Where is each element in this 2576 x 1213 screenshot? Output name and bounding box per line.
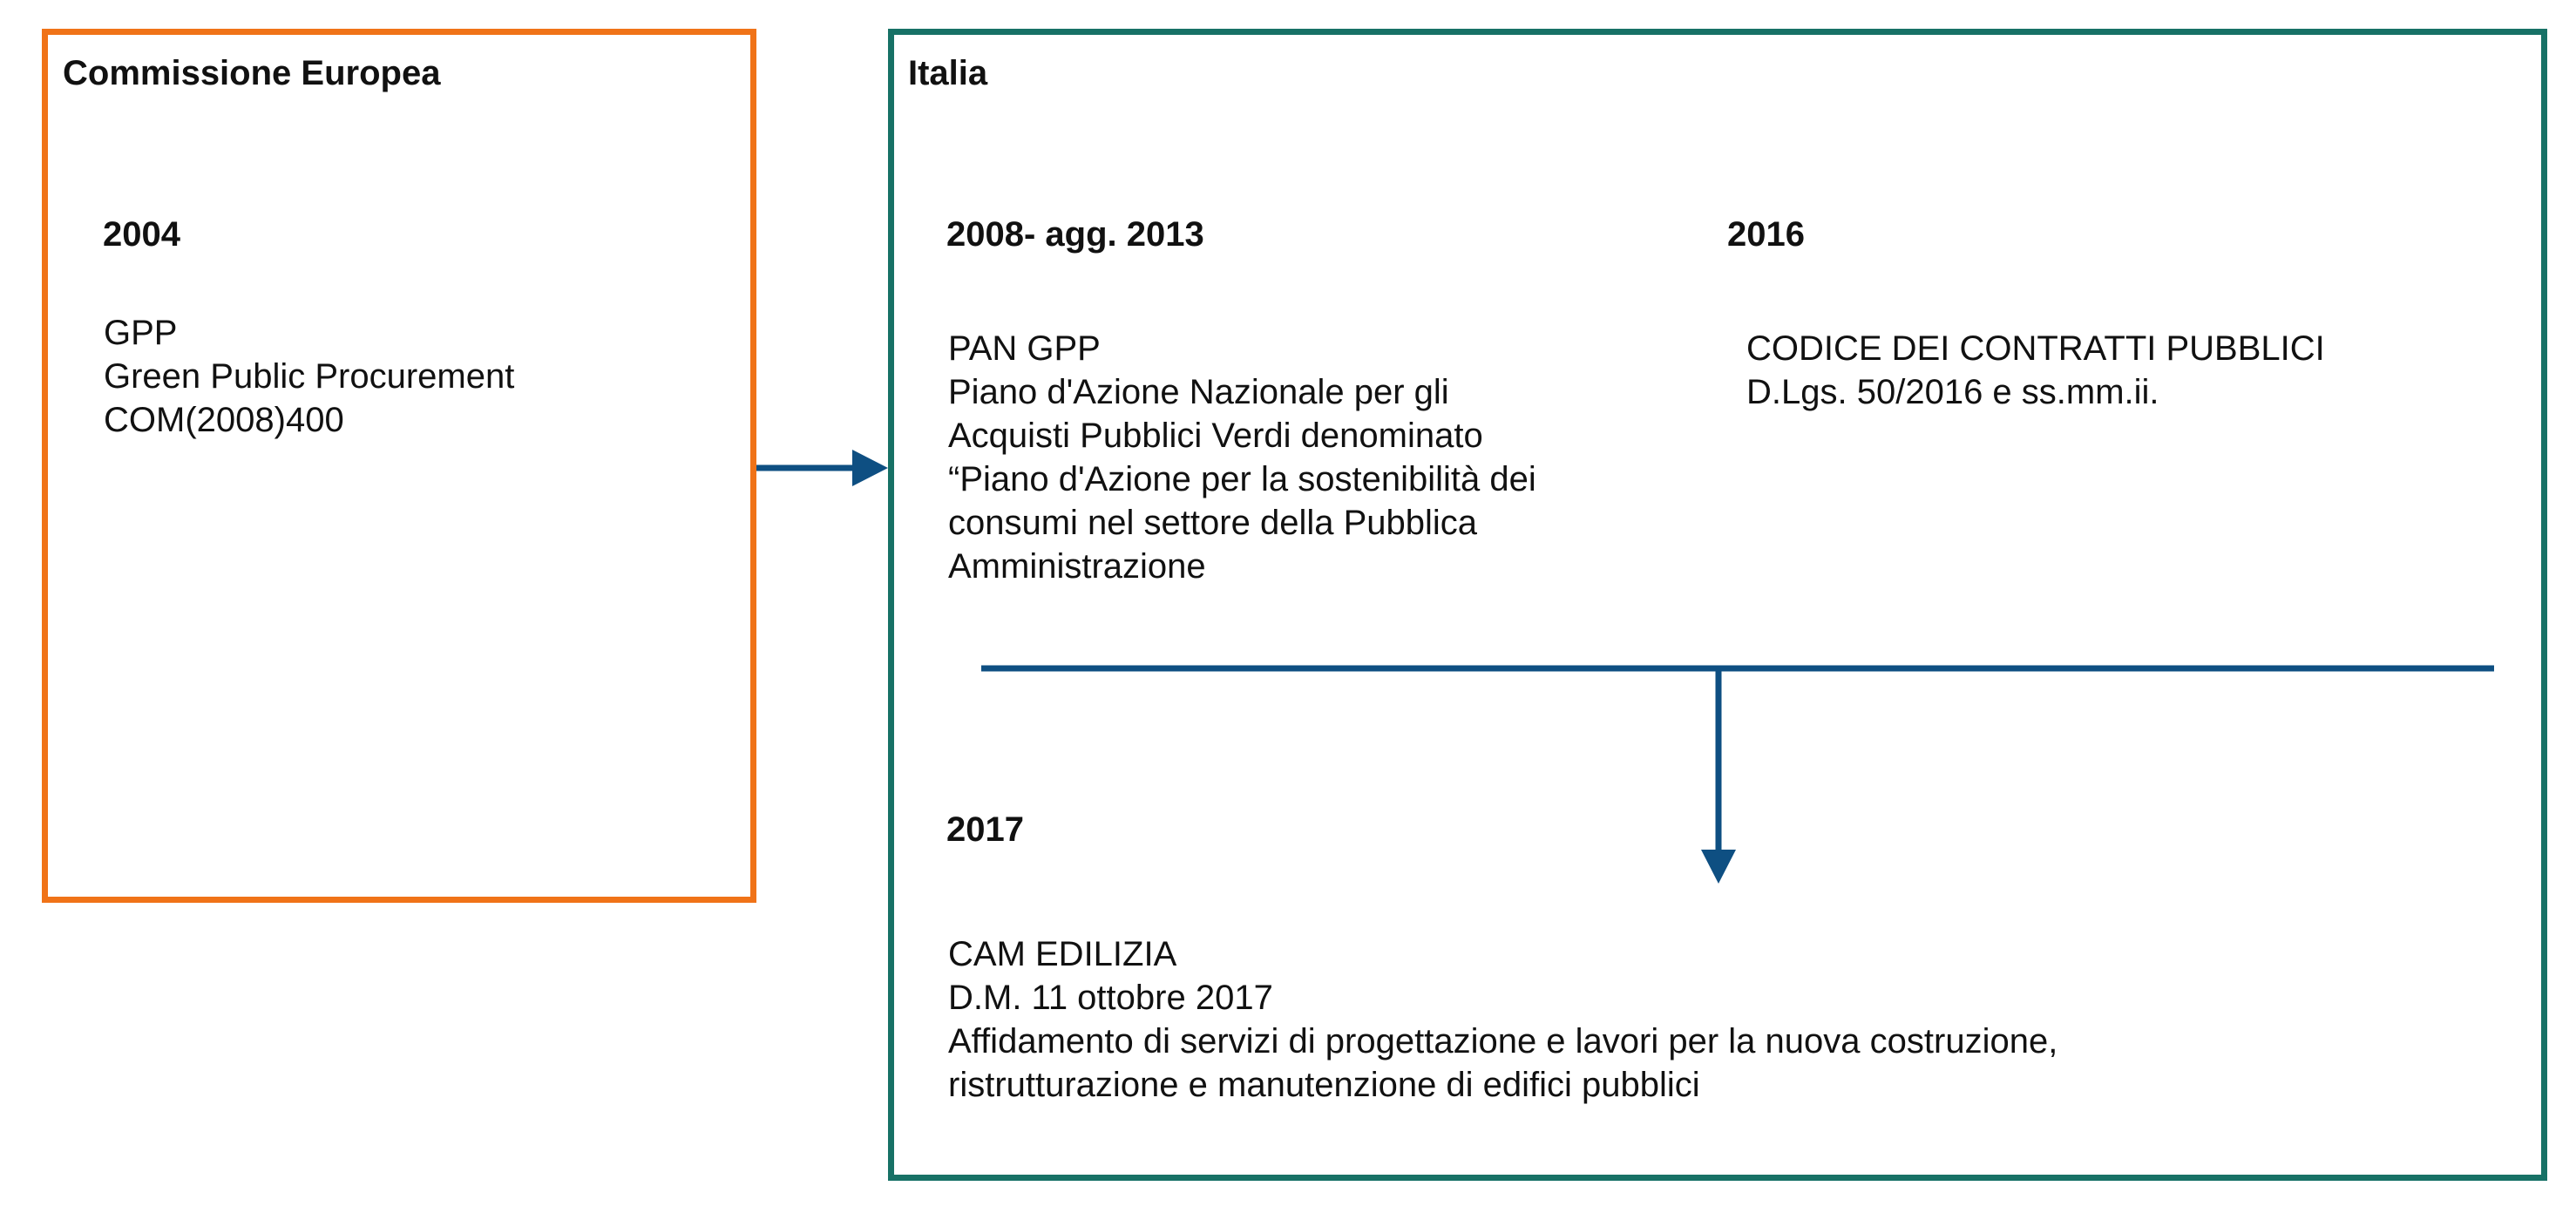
codice-line: D.Lgs. 50/2016 e ss.mm.ii. [1746,373,2159,411]
cam-line: CAM EDILIZIA [948,935,1177,973]
pan-line: consumi nel settore della Pubblica [948,504,1478,542]
cam-line: D.M. 11 ottobre 2017 [948,979,1273,1017]
arrow-right-icon [852,450,888,486]
pan-line: PAN GPP [948,329,1101,368]
pan-line: “Piano d'Azione per la sostenibilità dei [948,460,1536,498]
eu-title: Commissione Europea [63,54,441,92]
cam-line: ristrutturazione e manutenzione di edifici pubblici [948,1066,1700,1104]
pan-line: Amministrazione [948,547,1206,586]
pan-year: 2008- agg. 2013 [946,215,1204,254]
pan-line: Acquisti Pubblici Verdi denominato [948,417,1483,455]
codice-line: CODICE DEI CONTRATTI PUBBLICI [1746,329,2325,368]
arrow-down-icon [1701,850,1736,884]
eu-line: Green Public Procurement [104,357,515,396]
cam-line: Affidamento di servizi di progettazione e lavori per la nuova costruzione, [948,1022,2058,1061]
eu-year: 2004 [103,215,180,254]
eu-line: COM(2008)400 [104,401,344,439]
codice-year: 2016 [1727,215,1805,254]
eu-line: GPP [104,314,178,352]
pan-line: Piano d'Azione Nazionale per gli [948,373,1449,411]
cam-year: 2017 [946,810,1024,849]
italia-title: Italia [908,54,988,92]
